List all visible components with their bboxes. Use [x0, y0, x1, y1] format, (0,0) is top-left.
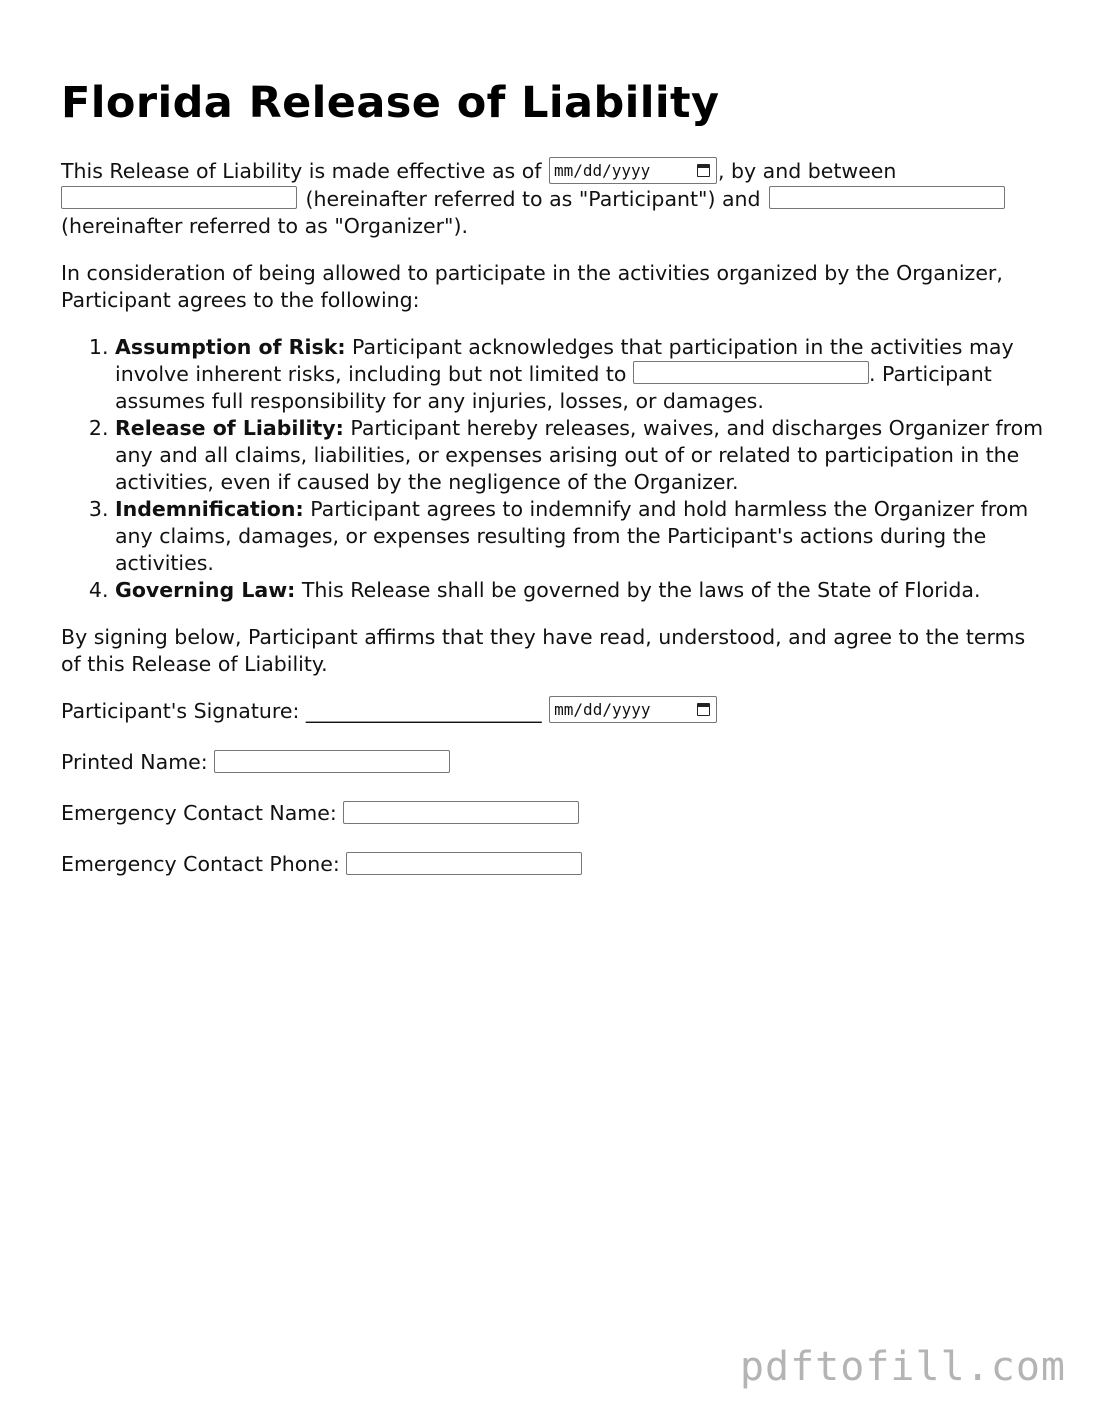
item-text: Participant acknowledges that participation in the activities may involve inherent risks, including but not limited to: [115, 334, 1014, 386]
intro-text: (hereinafter referred to as "Organizer").: [61, 213, 468, 238]
emergency-name-label: Emergency Contact Name:: [61, 801, 344, 825]
date-placeholder: mm/dd/yyyy: [553, 160, 651, 180]
list-item: [115, 577, 1046, 604]
intro-text: , by and between: [717, 159, 897, 183]
affirmation-paragraph: By signing below, Participant affirms that they have read, understood, and agree to the terms of this Release of Liability.: [61, 624, 1026, 676]
watermark: pdftofill.com: [739, 1344, 1066, 1390]
organizer-name-input[interactable]: [769, 186, 1005, 209]
intro-text: This Release of Liability is made effective as of: [61, 159, 548, 183]
item-heading: Indemnification:: [115, 496, 304, 521]
signature-label: Participant's Signature: _______________________: [61, 698, 549, 723]
printed-name-row: [61, 749, 1046, 776]
list-item: [115, 334, 1046, 415]
emergency-name-input[interactable]: [343, 801, 579, 824]
participant-name-input[interactable]: [61, 186, 297, 209]
signature-row: [61, 698, 1046, 726]
terms-list: [61, 334, 1046, 604]
document: [61, 68, 1046, 878]
item-heading: Assumption of Risk:: [115, 334, 346, 359]
signature-date-input[interactable]: [549, 696, 717, 723]
item-heading: Governing Law:: [115, 577, 296, 602]
date-placeholder: mm/dd/yyyy: [554, 700, 651, 719]
item-text: Participant agrees to indemnify and hold harmless the Organizer from any claims, damages, or expenses resulting from the Participant's actions during the activities.: [115, 496, 1029, 575]
consideration-paragraph: In consideration of being allowed to participate in the activities organized by the Organizer, Participant agrees to the following:: [61, 260, 1003, 312]
effective-date-input[interactable]: [549, 157, 717, 184]
item-text: . Participant assumes full responsibility for any injuries, losses, or damages.: [115, 361, 992, 413]
calendar-icon[interactable]: [697, 164, 710, 177]
emergency-phone-input[interactable]: [346, 852, 582, 875]
intro-paragraph: [61, 158, 1046, 240]
page-title: Florida Release of Liability: [61, 78, 720, 128]
printed-name-label: Printed Name:: [61, 750, 215, 774]
emergency-phone-row: [61, 851, 1046, 878]
risks-input[interactable]: [633, 361, 869, 384]
item-text: This Release shall be governed by the laws of the State of Florida.: [295, 577, 981, 602]
item-text: Participant hereby releases, waives, and discharges Organizer from any and all claims, liabilities, or expenses arising out of or related to participation in the activities, even if caused by the negligence of the Organizer.: [115, 415, 1044, 494]
printed-name-input[interactable]: [214, 750, 450, 773]
calendar-icon[interactable]: [697, 703, 710, 716]
list-item: [115, 496, 1046, 577]
emergency-name-row: [61, 800, 1046, 827]
intro-text: (hereinafter referred to as "Participant") and: [299, 186, 768, 211]
emergency-phone-label: Emergency Contact Phone:: [61, 852, 347, 876]
item-heading: Release of Liability:: [115, 415, 344, 440]
list-item: [115, 415, 1046, 496]
